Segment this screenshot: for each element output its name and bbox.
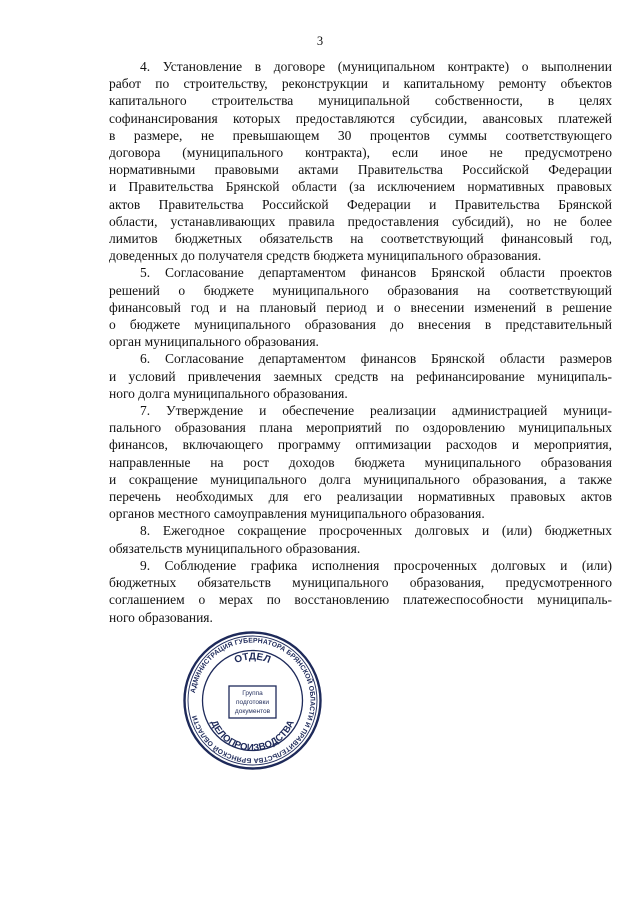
stamp-ring-text: АДМИНИСТРАЦИЯ ГУБЕРНАТОРА БРЯНСКОЙ ОБЛАСТИ И ПРАВИТЕЛЬСТВА БРЯНСКОЙ ОБЛАСТИ — [189, 637, 316, 764]
text-line: капитального строительства муниципальной собственности, в целях — [109, 93, 612, 109]
text-line: доведенных до получателя средств бюджета муниципального образования. — [109, 248, 542, 264]
text-line: работ по строительству, реконструкции и капитальному ремонту объектов — [109, 76, 612, 92]
text-line: ного образования. — [109, 609, 213, 625]
paragraph — [109, 522, 612, 556]
stamp-arc-top-text: ОТДЕЛ — [233, 651, 273, 666]
page-number: 3 — [316, 34, 324, 48]
text-line: договора (муниципального контракта), если иное не предусмотрено — [109, 145, 612, 161]
paragraph — [109, 58, 612, 264]
document-body — [109, 58, 612, 626]
text-line: обязательств муниципального образования. — [109, 540, 361, 556]
text-line: бюджетных обязательств муниципального образования, предусмотренного — [109, 575, 612, 591]
text-line: органов местного самоуправления муниципального образования. — [109, 506, 485, 522]
text-line: решений о бюджете муниципального образования на соответствующий — [109, 282, 612, 298]
stamp-center-line: подготовки — [236, 699, 269, 706]
text-line: софинансирования которых предоставляются субсидии, авансовых платежей — [109, 110, 612, 126]
text-line: 9. Соблюдение графика исполнения просроченных долговых и (или) — [140, 557, 612, 573]
text-line: соглашением о мерах по восстановлению платежеспособности муниципаль- — [109, 592, 612, 608]
text-line: о бюджете муниципального образования до внесения в представительный — [109, 317, 612, 333]
official-stamp — [180, 628, 325, 773]
text-line: и условий привлечения заемных средств на рефинансирование муниципаль- — [109, 368, 612, 384]
text-line: 5. Согласование департаментом финансов Брянской области проектов — [140, 265, 612, 281]
text-line: области, устанавливающих правила предоставления субсидий), но не более — [109, 213, 612, 229]
text-line: нормативными правовыми актами Правительства Российской Федерации — [109, 162, 612, 178]
paragraph — [109, 350, 612, 402]
text-line: и Правительства Брянской области (за исключением нормативных правовых — [109, 179, 612, 195]
text-line: направленные на рост доходов бюджета муниципального образования — [109, 454, 612, 470]
text-line: ного долга муниципального образования. — [109, 385, 348, 401]
text-line: перечень необходимых для его реализации нормативных правовых актов — [109, 489, 612, 505]
text-line: 4. Установление в договоре (муниципальном контракте) о выполнении — [140, 59, 612, 74]
text-line: и сокращение муниципального долга муниципального образования, а также — [109, 471, 612, 487]
text-line: 8. Ежегодное сокращение просроченных долговых и (или) бюджетных — [140, 523, 612, 539]
text-line: финансовый год и на плановый период и о внесении изменений в решение — [109, 299, 612, 315]
paragraph — [109, 557, 612, 626]
paragraph — [109, 402, 612, 522]
stamp-arc-bottom-text: ДЕЛОПРОИЗВОДСТВА — [208, 718, 297, 754]
text-line: 7. Утверждение и обеспечение реализации администрацией муници- — [140, 403, 612, 419]
text-line: актов Правительства Российской Федерации и Правительства Брянской — [109, 196, 612, 212]
stamp-center-line: документов — [234, 708, 271, 715]
text-line: орган муниципального образования. — [109, 334, 319, 350]
text-line: пального образования плана мероприятий по оздоровлению муниципальных — [109, 420, 612, 436]
stamp-center-line: Группа — [242, 690, 263, 697]
text-line: лимитов бюджетных обязательств на соответствующий финансовый год, — [109, 231, 612, 247]
text-line: 6. Согласование департаментом финансов Брянской области размеров — [140, 351, 612, 367]
text-line: в размере, не превышающем 30 процентов суммы соответствующего — [109, 127, 612, 143]
text-line: финансов, включающего программу оптимизации расходов и мероприятия, — [109, 437, 612, 453]
paragraph — [109, 264, 612, 350]
